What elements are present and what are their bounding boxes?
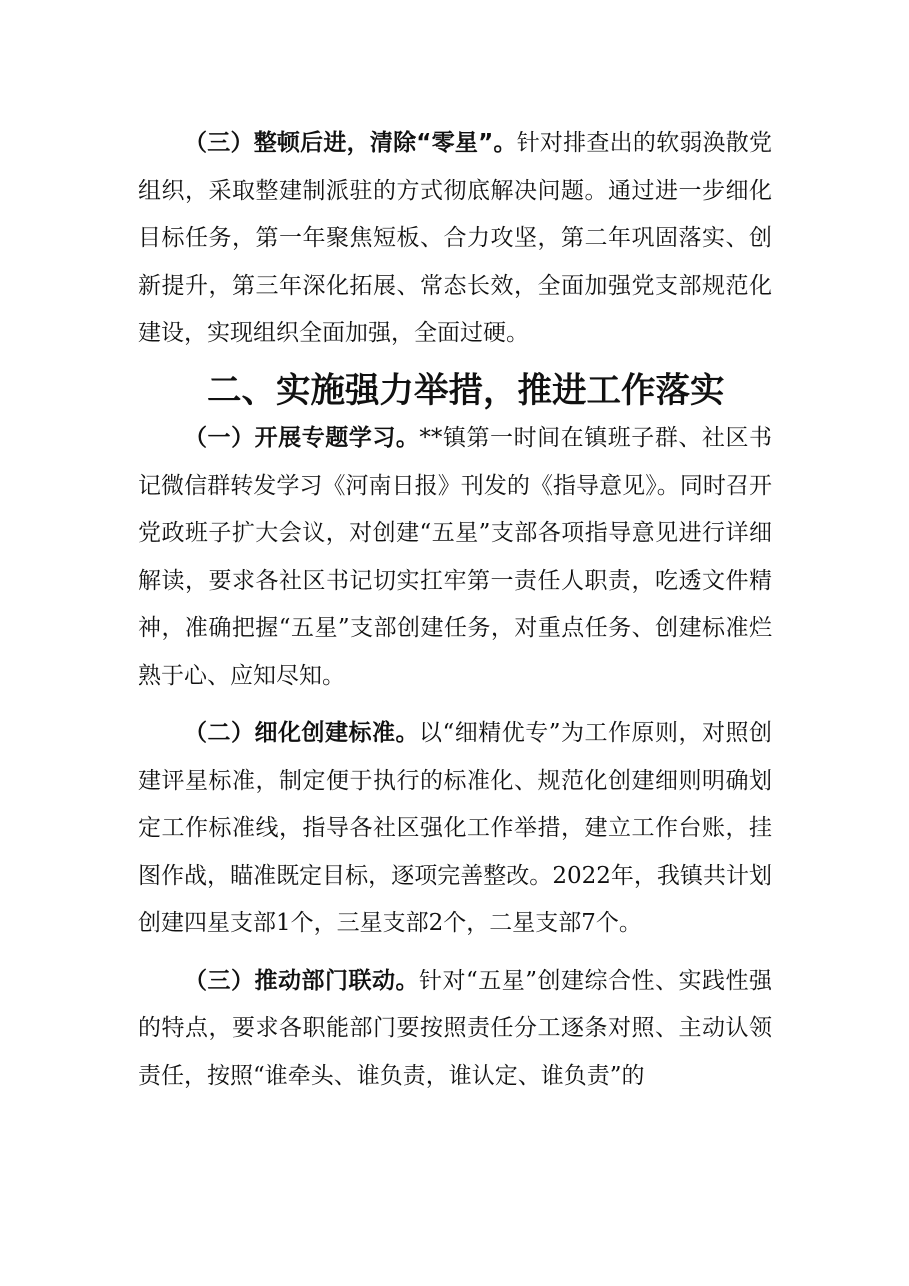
paragraph-body: 针对排查出的软弱涣散党组织，采取整建制派驻的方式彻底解决问题。通过进一步细化目标任务，第一年聚焦短板、合力攻坚，第二年巩固落实、创新提升，第三年深化拓展、常态长效，全面加强党支部规范化建设，实现组织全面加强，全面过硬。 bbox=[138, 130, 773, 346]
paragraph-body: 针对“五星”创建综合性、实践性强的特点，要求各职能部门要按照责任分工逐条对照、主动认领责任，按照“谁牵头、谁负责，谁认定、谁负责”的 bbox=[138, 967, 772, 1089]
paragraph-body: **镇第一时间在镇班子群、社区书记微信群转发学习《河南日报》刊发的《指导意见》。同时召开党政班子扩大会议，对创建“五星”支部各项指导意见进行详细解读，要求各社区书记切实扛牢第一责任人职责，吃透文件精神，准确把握“五星”支部创建任务，对重点任务、创建标准烂熟于心、应知尽知。 bbox=[138, 425, 773, 689]
paragraph-rectify-laggards bbox=[138, 120, 772, 358]
paragraph-lead: （三）推动部门联动。 bbox=[184, 967, 419, 994]
paragraph-special-study bbox=[138, 415, 772, 700]
paragraph-lead: （三）整顿后进，清除“零星”。 bbox=[184, 130, 517, 156]
paragraph-body: 以“细精优专”为工作原则，对照创建评星标准，制定便于执行的标准化、规范化创建细则明确划定工作标准线，指导各社区强化工作举措，建立工作台账，挂图作战，瞄准既定目标，逐项完善整改。2022年，我镇共计划创建四星支部1个，三星支部2个，二星支部7个。 bbox=[138, 720, 772, 936]
paragraph-refine-standards bbox=[138, 710, 772, 948]
paragraph-lead: （一）开展专题学习。 bbox=[184, 425, 420, 451]
section-heading: 二、实施强力举措，推进工作落实 bbox=[207, 370, 725, 411]
paragraph-department-linkage bbox=[138, 958, 772, 1101]
document-page bbox=[138, 120, 772, 1100]
paragraph-lead: （二）细化创建标准。 bbox=[184, 720, 419, 746]
